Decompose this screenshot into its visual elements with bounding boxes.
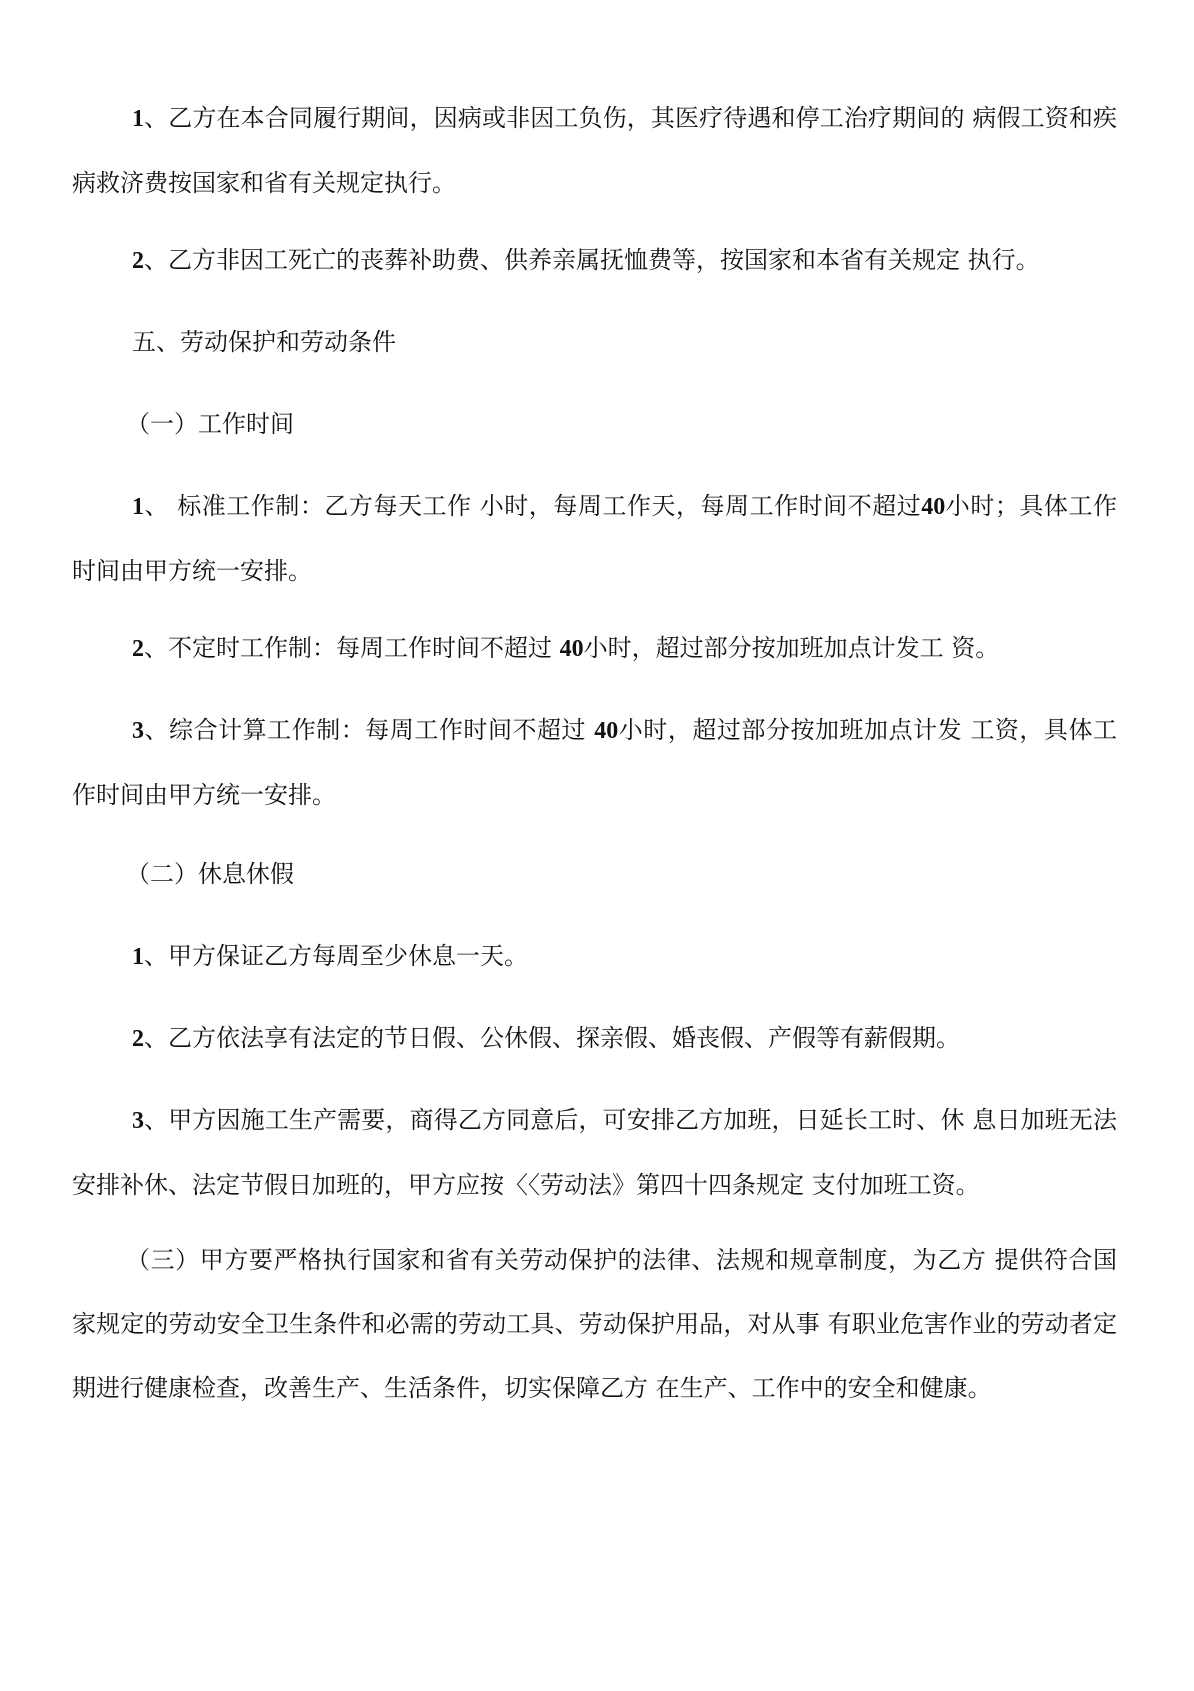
paragraph-number: 2 bbox=[132, 1026, 144, 1052]
hours-value: 40 bbox=[594, 718, 619, 744]
paragraph-standard-hours bbox=[72, 474, 1117, 603]
paragraph-text: 、不定时工作制：每周工作时间不超过 bbox=[144, 634, 560, 662]
paragraph-text: 、甲方保证乙方每周至少休息一天。 bbox=[144, 942, 528, 970]
subsection-heading-rest-leave: （二）休息休假 bbox=[126, 860, 294, 888]
paragraph-text: 、乙方依法享有法定的节日假、公休假、探亲假、婚丧假、产假等有薪假期。 bbox=[144, 1024, 960, 1052]
paragraph-text: 、乙方非因工死亡的丧葬补助费、供养亲属抚恤费等，按国家和本省有关规定 执行。 bbox=[144, 246, 1040, 274]
paragraph-text: 、综合计算工作制：每周工作时间不超过 bbox=[144, 716, 595, 744]
paragraph-number: 2 bbox=[132, 248, 144, 274]
paragraph-safety-health: （三）甲方要严格执行国家和省有关劳动保护的法律、法规和规章制度，为乙方 提供符合国家规定的劳动安全卫生条件和必需的劳动工具、劳动保护用品，对从事 有职业危害作业的劳动者定期进行健康检查，改善生产、生活条件，切实保障乙方 在生产、工作中的安全和健康。 bbox=[72, 1246, 1117, 1402]
paragraph-text: 、 标准工作制：乙方每天工作 小时，每周工作天，每周工作时间不超过 bbox=[144, 492, 922, 520]
subsection-heading-working-hours: （一）工作时间 bbox=[126, 410, 294, 438]
hours-value: 40 bbox=[559, 636, 584, 662]
paragraph-text: 、乙方在本合同履行期间，因病或非因工负伤，其医疗待遇和停工治疗期间的 病假工资和疾病救济费按国家和省有关规定执行。 bbox=[72, 104, 1117, 197]
hours-value: 40 bbox=[921, 494, 946, 520]
paragraph-text: 小时，超过部分按加班加点计发工 资。 bbox=[583, 634, 1000, 662]
paragraph-flexible-hours bbox=[72, 616, 1117, 681]
paragraph-text: 小时，超过部分按加班加点计发 工资，具体工作时间由甲方统一安排。 bbox=[72, 716, 1117, 809]
paragraph-paid-holidays bbox=[72, 1006, 1117, 1071]
paragraph-number: 1 bbox=[132, 944, 144, 970]
paragraph-number: 1 bbox=[132, 106, 144, 132]
paragraph-number: 3 bbox=[132, 1108, 144, 1134]
section-heading-labor-protection: 五、劳动保护和劳动条件 bbox=[132, 328, 396, 356]
paragraph-text: 、甲方因施工生产需要，商得乙方同意后，可安排乙方加班，日延长工时、休 息日加班无法安排补休、法定节假日加班的，甲方应按〈〈劳动法》第四十四条规定 支付加班工资。 bbox=[72, 1106, 1117, 1199]
paragraph-number: 1 bbox=[132, 494, 144, 520]
paragraph-funeral-subsidy bbox=[72, 228, 1117, 293]
paragraph-number: 2 bbox=[132, 636, 144, 662]
paragraph-number: 3 bbox=[132, 718, 144, 744]
paragraph-comprehensive-hours bbox=[72, 698, 1117, 827]
paragraph-weekly-rest bbox=[72, 924, 1117, 989]
paragraph-sick-leave bbox=[72, 86, 1117, 215]
paragraph-text: 小时；具体工作时间由甲方统一安排。 bbox=[72, 492, 1117, 585]
paragraph-overtime bbox=[72, 1088, 1117, 1217]
